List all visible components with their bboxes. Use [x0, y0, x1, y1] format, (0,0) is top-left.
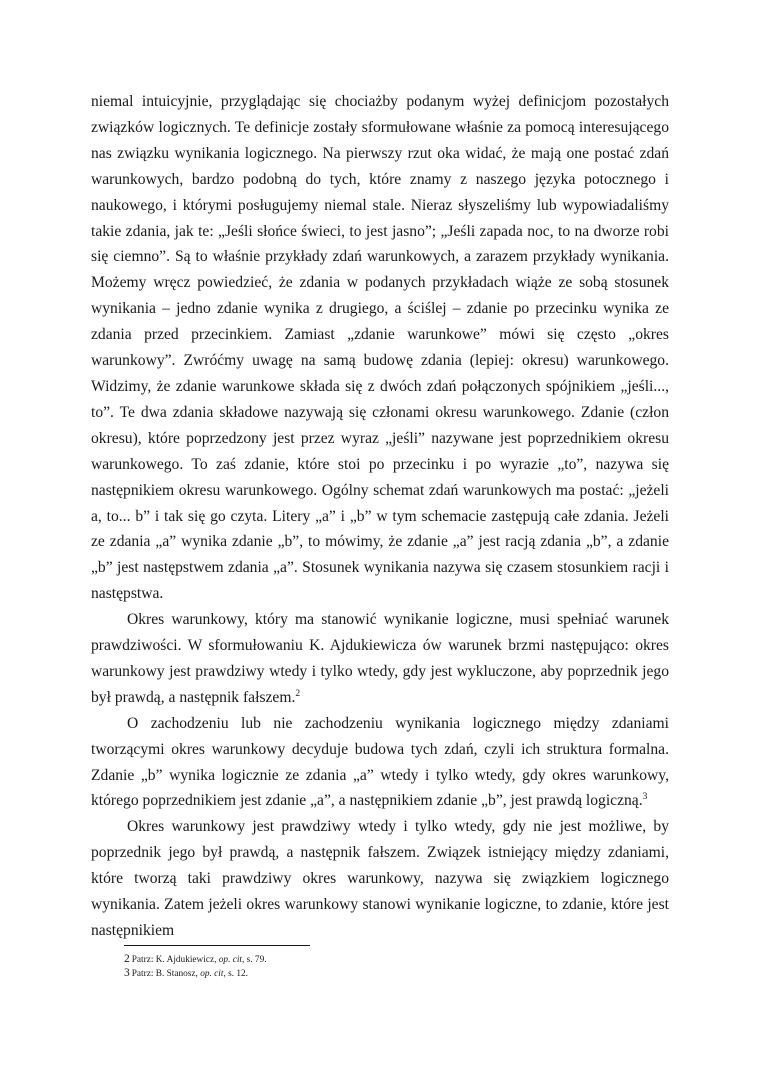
- footnote-suffix: , s. 12.: [223, 969, 248, 979]
- paragraph-text: Okres warunkowy, który ma stanowić wynikanie logiczne, musi spełniać warunek prawdziwości. W sformułowaniu K. Ajdukiewicza ów warunek brzmi następująco: okres warunkowy jest prawdziwy wtedy i tylko wtedy, gdy jest wykluczone, aby poprzednik jego był prawdą, a następnik fałszem.: [91, 611, 669, 706]
- paragraph-text: O zachodzeniu lub nie zachodzeniu wynikania logicznego między zdaniami tworzącymi okres warunkowy decyduje budowa tych zdań, czyli ich struktura formalna. Zdanie „b” wynika logicznie ze zdania „a” wtedy i tylko wtedy, gdy okres warunkowy, którego poprzednikiem jest zdanie „a”, a następnikiem zdanie „b”, jest prawdą logiczną.: [91, 714, 669, 810]
- footnote-reference: 2: [295, 688, 301, 699]
- footnote-item: [124, 967, 624, 981]
- paragraph-4: [91, 814, 669, 944]
- footnote-number: 3: [124, 967, 130, 979]
- paragraph-text: Okres warunkowy jest prawdziwy wtedy i tylko wtedy, gdy nie jest możliwe, by poprzednik jego był prawdą, a następnik fałszem. Związek istniejący między zdaniami, które tworzą taki prawdziwy okres warunkowy, nazywa się związkiem logicznego wynikania. Zatem jeżeli okres warunkowy stanowi wynikanie logiczne, to zdanie, które jest następnikiem: [91, 818, 669, 939]
- footnote-item: [124, 953, 624, 967]
- footnote-number: 2: [124, 953, 130, 965]
- paragraph-text: niemal intuicyjnie, przyglądając się chociażby podanym wyżej definicjom pozostałych związków logicznych. Te definicje zostały sformułowane właśnie za pomocą interesującego nas związku wynikania logicznego. Na pierwszy rzut oka widać, że mają one postać zdań warunkowych, bardzo podobną do tych, które znamy z naszego języka potocznego i naukowego, i którymi posługujemy niemal stale. Nieraz słyszeliśmy lub wypowiadaliśmy takie zdania, jak te: „Jeśli słońce świeci, to jest jasno”; „Jeśli zapada noc, to na dworze robi się ciemno”. Są to właśnie przykłady zdań warunkowych, a zarazem przykłady wynikania. Możemy wręcz powiedzieć, że zdania w podanych przykładach wiąże ze sobą stosunek wynikania – jedno zdanie wynika z drugiego, a ściślej – zdanie po przecinku wynika ze zdania przed przecinkiem. Zamiast „zdanie warunkowe” mówi się często „okres warunkowy”. Zwróćmy uwagę na samą budowę zdania (lepiej: okresu) warunkowego. Widzimy, że zdanie warunkowe składa się z dwóch zdań połączonych spójnikiem „jeśli..., to”. Te dwa zdania składowe nazywają się członami okresu warunkowego. Zdanie (człon okresu), które poprzedzony jest przez wyraz „jeśli” nazywane jest poprzednikiem okresu warunkowego. To zaś zdanie, które stoi po przecinku i po wyrazie „to”, nazywa się następnikiem okresu warunkowego. Ogólny schemat zdań warunkowych ma postać: „jeżeli a, to... b” i tak się go czyta. Litery „a” i „b” w tym schemacie zastępują całe zdania. Jeżeli ze zdania „a” wynika zdanie „b”, to mówimy, że zdanie „a” jest racją zdania „b”, a zdanie „b” jest następstwem zdania „a”. Stosunek wynikania nazywa się czasem stosunkiem racji i następstwa.: [91, 93, 669, 603]
- footnote-italic: op. cit: [218, 955, 243, 965]
- footnotes: [124, 953, 624, 981]
- footnote-separator: [124, 945, 310, 946]
- footnote-suffix: , s. 79.: [242, 955, 267, 965]
- footnote-reference: 3: [642, 792, 648, 803]
- footnote-italic: op. cit: [200, 969, 224, 979]
- paragraph-2: [91, 607, 669, 711]
- footnote-prefix: Patrz: B. Stanosz,: [131, 969, 201, 979]
- paragraph-1: [91, 89, 669, 607]
- footnote-prefix: Patrz: K. Ajdukiewicz,: [131, 955, 219, 965]
- main-text: [91, 89, 669, 944]
- paragraph-3: [91, 711, 669, 815]
